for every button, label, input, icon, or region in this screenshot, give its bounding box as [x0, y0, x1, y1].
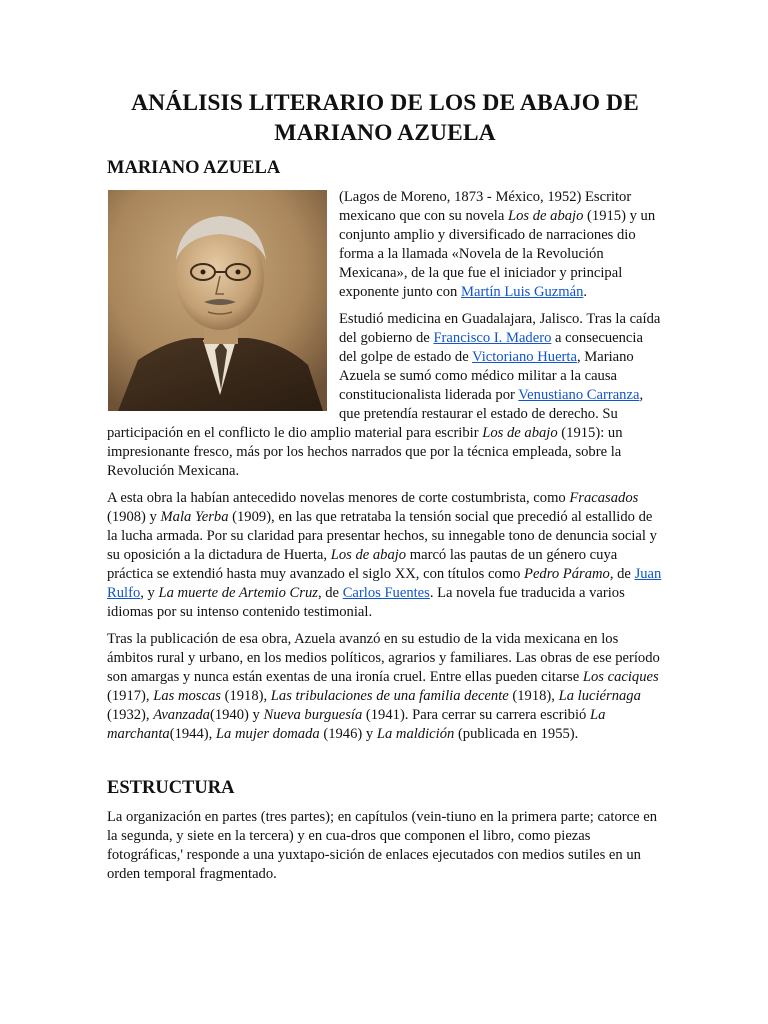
book-title: La mujer domada — [215, 726, 320, 742]
text-run: , que pretendía restaurar el estado de derecho. Su participación en el conflicto le dio amplio material para escribir — [107, 387, 644, 441]
author-bio-block — [107, 188, 663, 481]
text-run: (1941). Para cerrar su carrera escribió — [362, 707, 590, 723]
text-run: A esta obra la habían antecedido novelas menores de corte costumbrista, como — [107, 490, 570, 506]
text-run: (1915) y un conjunto amplio y diversificado de narraciones dio forma a la llamada «Novela de la Revolución Mexicana», de la que fue el iniciador y principal exponente junto con — [339, 208, 656, 300]
text-run: Estudió medicina en Guadalajara, Jalisco. Tras la caída del gobierno de — [339, 311, 661, 346]
text-run: marcó las pautas de un género cuya práctica se extendió hasta muy avanzado el siglo XX, con títulos como — [107, 547, 618, 582]
book-title: Pedro Páramo — [524, 566, 610, 582]
book-title: La marchanta — [107, 707, 606, 742]
book-title: Los caciques — [582, 669, 659, 685]
bio-paragraph-4 — [107, 630, 663, 744]
text-run: (1918), — [220, 688, 271, 704]
link-carlos-fuentes[interactable]: Carlos Fuentes — [342, 585, 430, 601]
book-title: Los de abajo — [508, 208, 584, 224]
book-title: Avanzada — [153, 707, 210, 723]
section-spacer — [107, 752, 663, 776]
page-title — [107, 88, 663, 148]
book-title: Nueva burguesía — [263, 707, 363, 723]
book-title: Las moscas — [153, 688, 221, 704]
text-run: (publicada en 1955). — [454, 726, 579, 742]
structure-heading: ESTRUCTURA — [107, 778, 235, 798]
book-title: Los de abajo — [482, 425, 558, 441]
text-run: (1915): un impresionante fresco, más por los hechos narrados que por la técnica empleada, sobre la Revolución Mexicana. — [107, 425, 623, 479]
text-run: (1908) y — [107, 509, 161, 525]
text-run: (1946) y — [319, 726, 377, 742]
text-run: (1917), — [107, 688, 154, 704]
book-title: Fracasados — [569, 490, 639, 506]
author-heading: MARIANO AZUELA — [107, 158, 281, 178]
text-run: . La novela fue traducida a varios idiomas por su intenso contenido testimonial. — [107, 585, 625, 620]
link-victoriano-huerta[interactable]: Victoriano Huerta — [472, 349, 577, 365]
portrait-photo — [108, 190, 327, 411]
text-run: (Lagos de Moreno, 1873 - México, 1952) Escritor mexicano que con su novela — [339, 189, 632, 224]
bio-paragraph-3 — [107, 489, 663, 622]
link-francisco-madero[interactable]: Francisco I. Madero — [433, 330, 552, 346]
book-title: Las tribulaciones de una familia decente — [270, 688, 509, 704]
text-run: , de — [317, 585, 343, 601]
text-run: (1909), en las que retrataba la tensión social que precedió al estallido de la lucha armada. Por su claridad para presentar hechos, su innegable tono de denuncia social y su oposición a la dictadura de Huerta, — [107, 509, 657, 563]
text-run: , Mariano Azuela se sumó como médico militar a la causa constitucionalista liderada por — [339, 349, 634, 403]
book-title: La maldición — [376, 726, 455, 742]
link-juan-rulfo[interactable]: Juan Rulfo — [107, 566, 662, 601]
text-run: , de — [609, 566, 635, 582]
text-run: Tras la publicación de esa obra, Azuela avanzó en su estudio de la vida mexicana en los ámbitos rural y urbano, en los medios políticos, agrarios y familiares. Las obras de ese período son amargas y nunca están exentas de una ironía cruel. Entre ellas pueden citarse — [107, 631, 660, 685]
title-line-1: ANÁLISIS LITERARIO DE LOS DE ABAJO DE — [131, 90, 639, 116]
book-title: La muerte de Artemio Cruz — [158, 585, 318, 601]
link-venustiano-carranza[interactable]: Venustiano Carranza — [518, 387, 640, 403]
text-run: (1944), — [169, 726, 216, 742]
text-run: , y — [140, 585, 159, 601]
book-title: Mala Yerba — [160, 509, 229, 525]
document-page — [107, 88, 663, 892]
text-run: . — [583, 284, 588, 300]
book-title: Los de abajo — [330, 547, 407, 563]
book-title: La luciérnaga — [558, 688, 641, 704]
structure-paragraph: La organización en partes (tres partes); en capítulos (vein-tiuno en la primera parte; catorce en la segunda, y siete en la tercera) y en cua-dros que componen el libro, como piezas fotográficas,' responde a una yuxtapo-sición de enlaces ejecutados con medios sutiles en un orden temporal fragmentado. — [107, 809, 657, 882]
text-run: (1932), — [107, 707, 154, 723]
text-run: a consecuencia del golpe de estado de — [339, 330, 643, 365]
text-run: (1918), — [508, 688, 559, 704]
title-line-2: MARIANO AZUELA — [274, 120, 496, 146]
link-martin-luis-guzman[interactable]: Martín Luis Guzmán — [461, 284, 584, 300]
text-run: (1940) y — [209, 707, 264, 723]
